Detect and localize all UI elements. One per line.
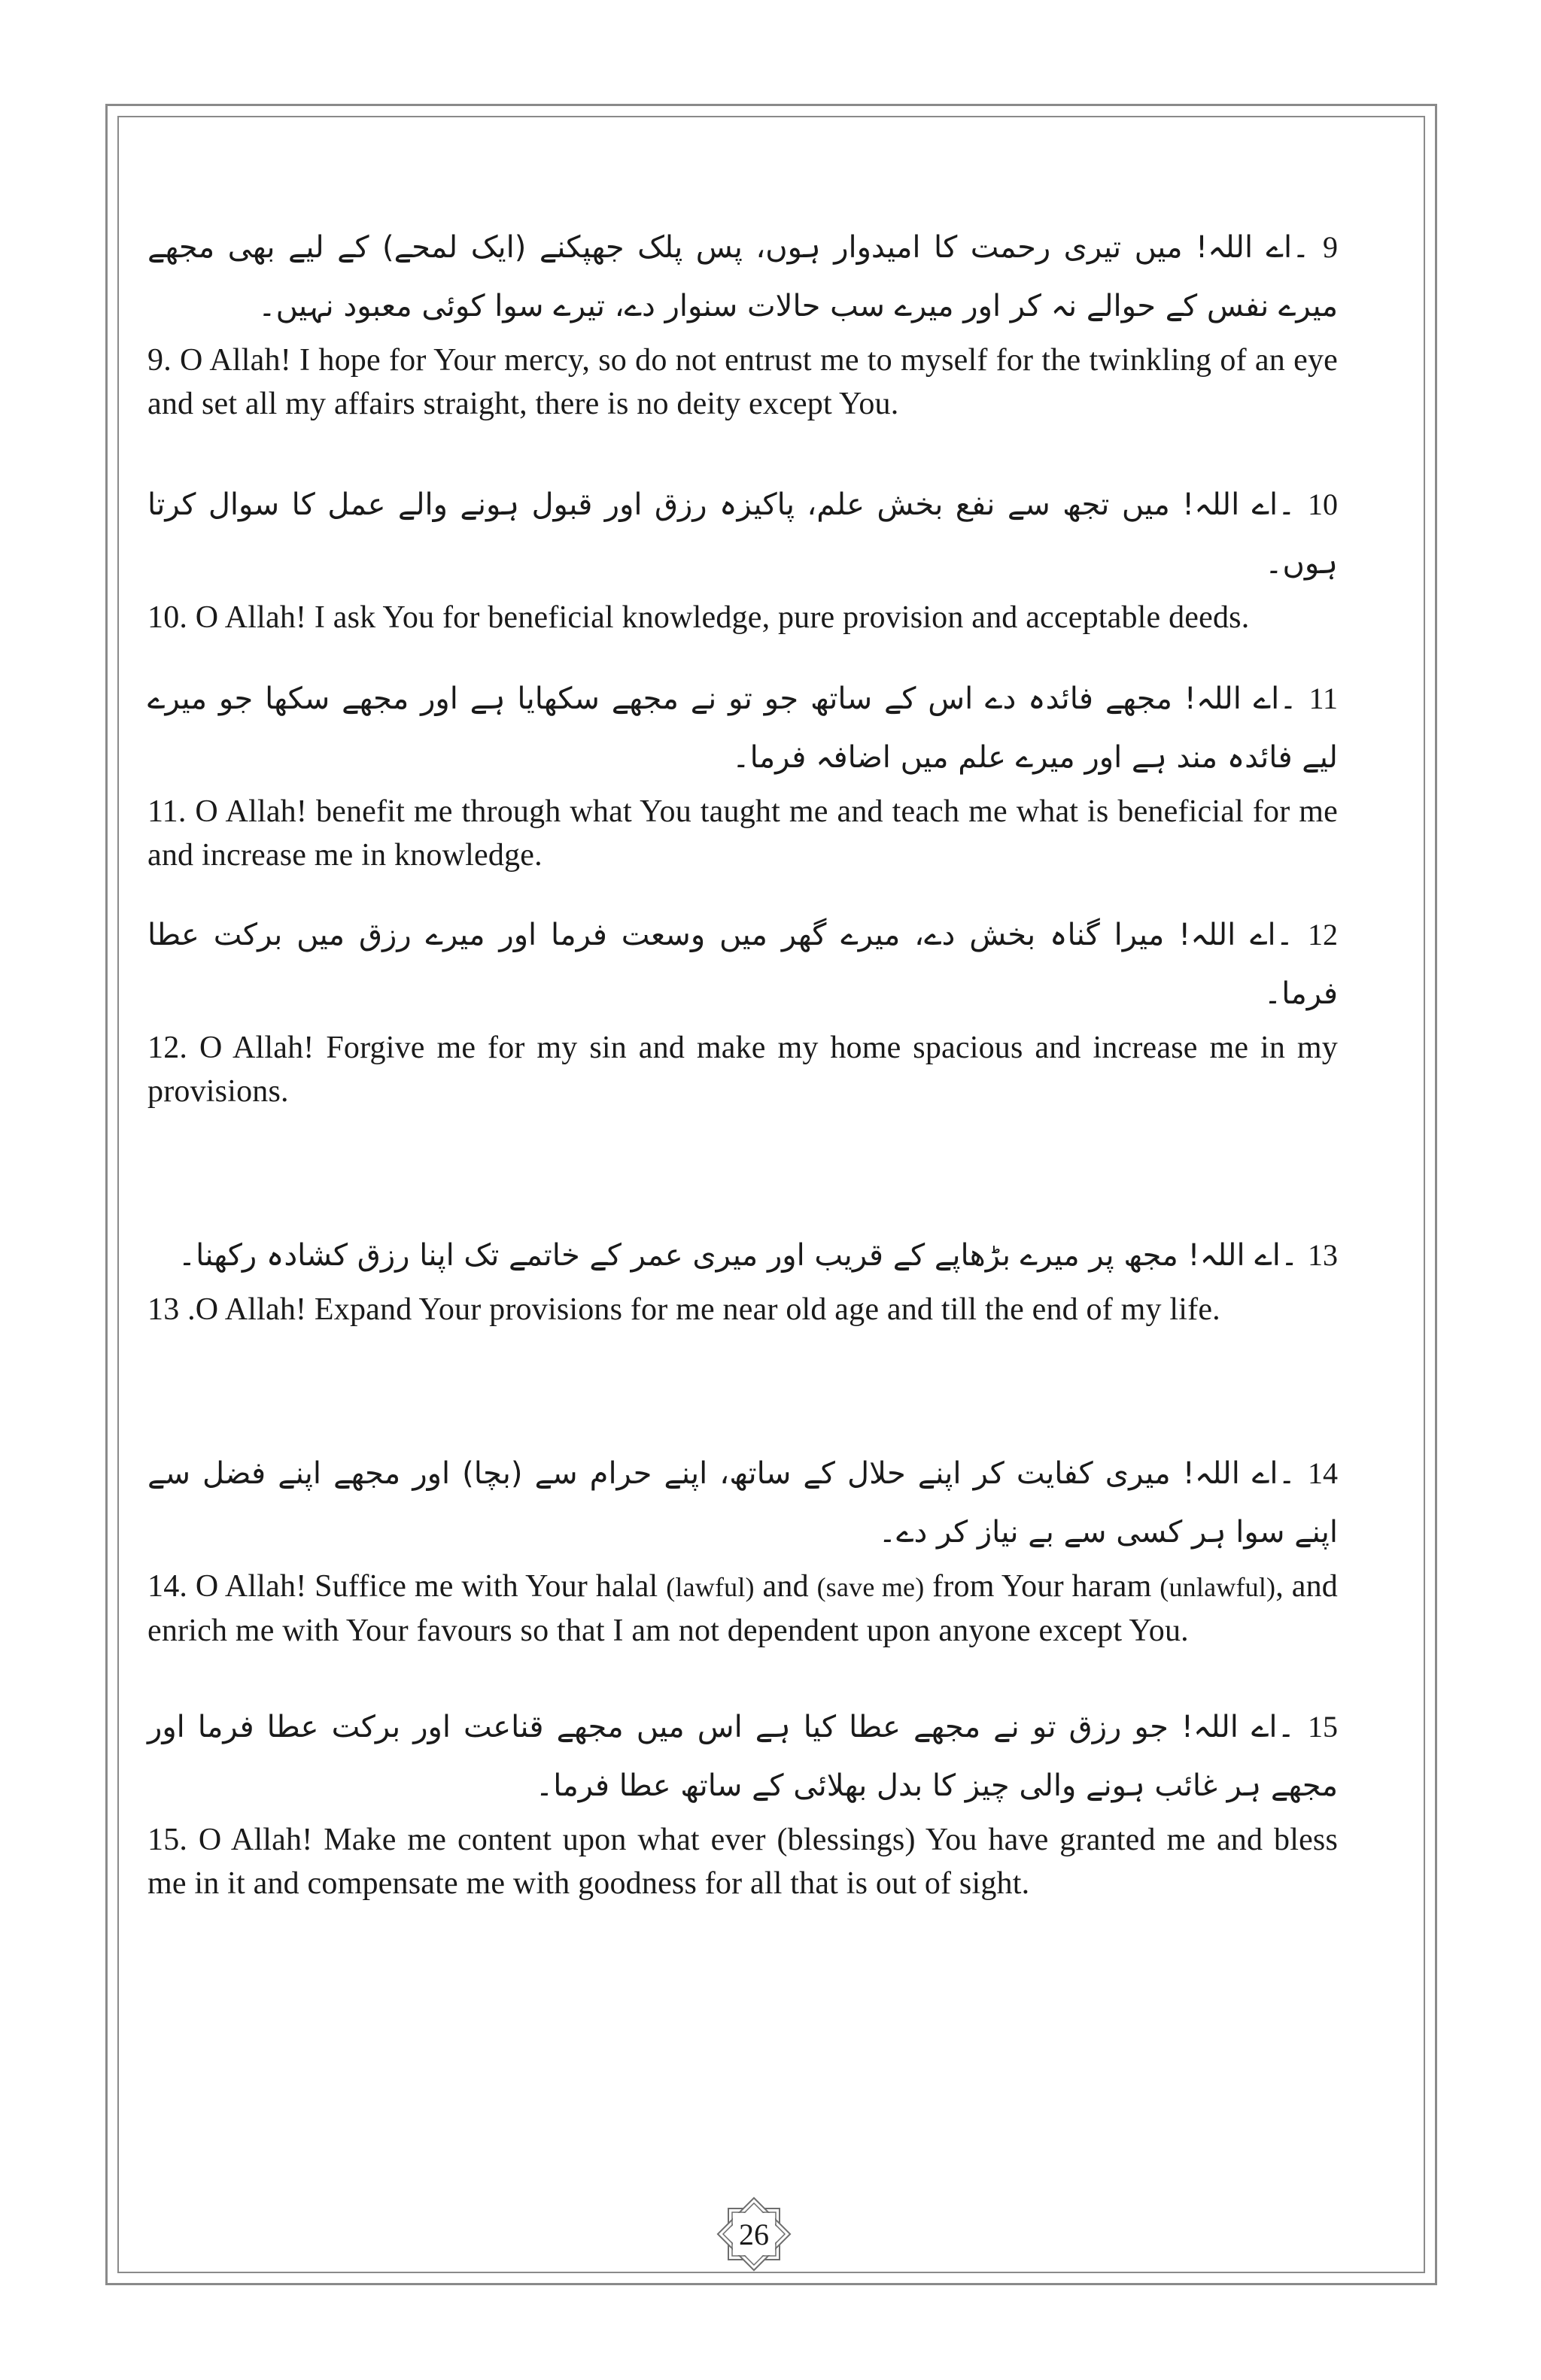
urdu-line: ۔اے اللہ! مجھے فائدہ دے اس کے ساتھ جو تو نے مجھے سکھایا ہے اور مجھے سکھا جو میرے لیے فائدہ مند ہے اور میرے علم میں اضافہ فرما۔ — [147, 682, 1338, 775]
urdu-text — [147, 475, 1338, 593]
urdu-line: ۔اے اللہ! میرا گناہ بخش دے، میرے گھر میں وسعت فرما اور میرے رزق میں برکت عطا فرما۔ — [147, 918, 1338, 1011]
urdu-text — [147, 1444, 1338, 1562]
english-translation: 9. O Allah! I hope for Your mercy, so do not entrust me to myself for the twinkling of an eye and set all my affairs straight, there is no deity except You. — [147, 343, 1338, 421]
dua-entry-10 — [147, 475, 1338, 639]
urdu-number: 9 — [1323, 230, 1338, 264]
dua-entry-9 — [147, 218, 1338, 426]
gloss-save-me: (save me) — [816, 1572, 925, 1602]
urdu-line: ۔اے اللہ! میں تجھ سے نفع بخش علم، پاکیزہ رزق اور قبول ہونے والے عمل کا سوال کرتا ہوں۔ — [147, 487, 1338, 581]
page-content — [147, 188, 1338, 1905]
page-number-badge — [710, 2190, 798, 2278]
urdu-text — [147, 218, 1338, 335]
urdu-line: ۔اے اللہ! جو رزق تو نے مجھے عطا کیا ہے اس میں مجھے قناعت اور برکت عطا فرما اور مجھے ہر غائب ہونے والی چیز کا بدل بھلائی کے ساتھ عطا فرما۔ — [147, 1710, 1338, 1803]
english-text: from Your haram — [924, 1569, 1160, 1604]
urdu-line: ۔اے اللہ! میں تیری رحمت کا امیدوار ہوں، پس پلک جھپکنے (ایک لمحے) کے لیے بھی مجھے میرے نفس کے حوالے نہ کر اور میرے سب حالات سنوار دے، تیرے سوا کوئی معبود نہیں۔ — [147, 230, 1338, 323]
english-text: and — [754, 1569, 817, 1604]
dua-entry-15 — [147, 1698, 1338, 1905]
urdu-number: 10 — [1308, 487, 1338, 521]
english-text: 14. O Allah! Suffice me with Your halal — [147, 1569, 667, 1604]
english-text: , and enrich me with Your favours so that I am not dependent upon anyone except You. — [147, 1569, 1338, 1648]
urdu-number: 12 — [1308, 918, 1339, 952]
urdu-text — [147, 1698, 1338, 1815]
dua-entry-12 — [147, 906, 1338, 1113]
dua-entry-14 — [147, 1444, 1338, 1653]
gloss-lawful: (lawful) — [666, 1572, 755, 1602]
english-translation: 10. O Allah! I ask You for beneficial knowledge, pure provision and acceptable deeds. — [147, 600, 1250, 635]
urdu-line: ۔اے اللہ! مجھ پر میرے بڑھاپے کے قریب اور میری عمر کے خاتمے تک اپنا رزق کشادہ رکھنا۔ — [178, 1238, 1299, 1273]
page-number: 26 — [739, 2217, 769, 2251]
urdu-line: ۔اے اللہ! میری کفایت کر اپنے حلال کے ساتھ، اپنے حرام سے (بچا) اور مجھے اپنے فضل سے اپنے سوا ہر کسی سے بے نیاز کر دے۔ — [147, 1456, 1338, 1550]
dua-entry-11 — [147, 669, 1338, 877]
urdu-text — [147, 1226, 1338, 1285]
gloss-unlawful: (unlawful) — [1160, 1572, 1276, 1602]
english-translation: 11. O Allah! benefit me through what You taught me and teach me what is beneficial for me and increase me in knowledge. — [147, 794, 1338, 873]
urdu-number: 11 — [1308, 682, 1338, 715]
english-translation: 13 .O Allah! Expand Your provisions for me near old age and till the end of my life. — [147, 1292, 1220, 1327]
urdu-number: 13 — [1308, 1238, 1338, 1272]
urdu-number: 15 — [1308, 1710, 1338, 1744]
english-translation: 12. O Allah! Forgive me for my sin and make my home spacious and increase me in my provisions. — [147, 1031, 1338, 1109]
english-translation: 15. O Allah! Make me content upon what ever (blessings) You have granted me and bless me in it and compensate me with goodness for all that is out of sight. — [147, 1823, 1338, 1901]
urdu-text — [147, 906, 1338, 1023]
english-translation — [147, 1565, 1338, 1653]
urdu-text — [147, 669, 1338, 787]
urdu-number: 14 — [1308, 1456, 1339, 1490]
dua-entry-13 — [147, 1226, 1338, 1331]
